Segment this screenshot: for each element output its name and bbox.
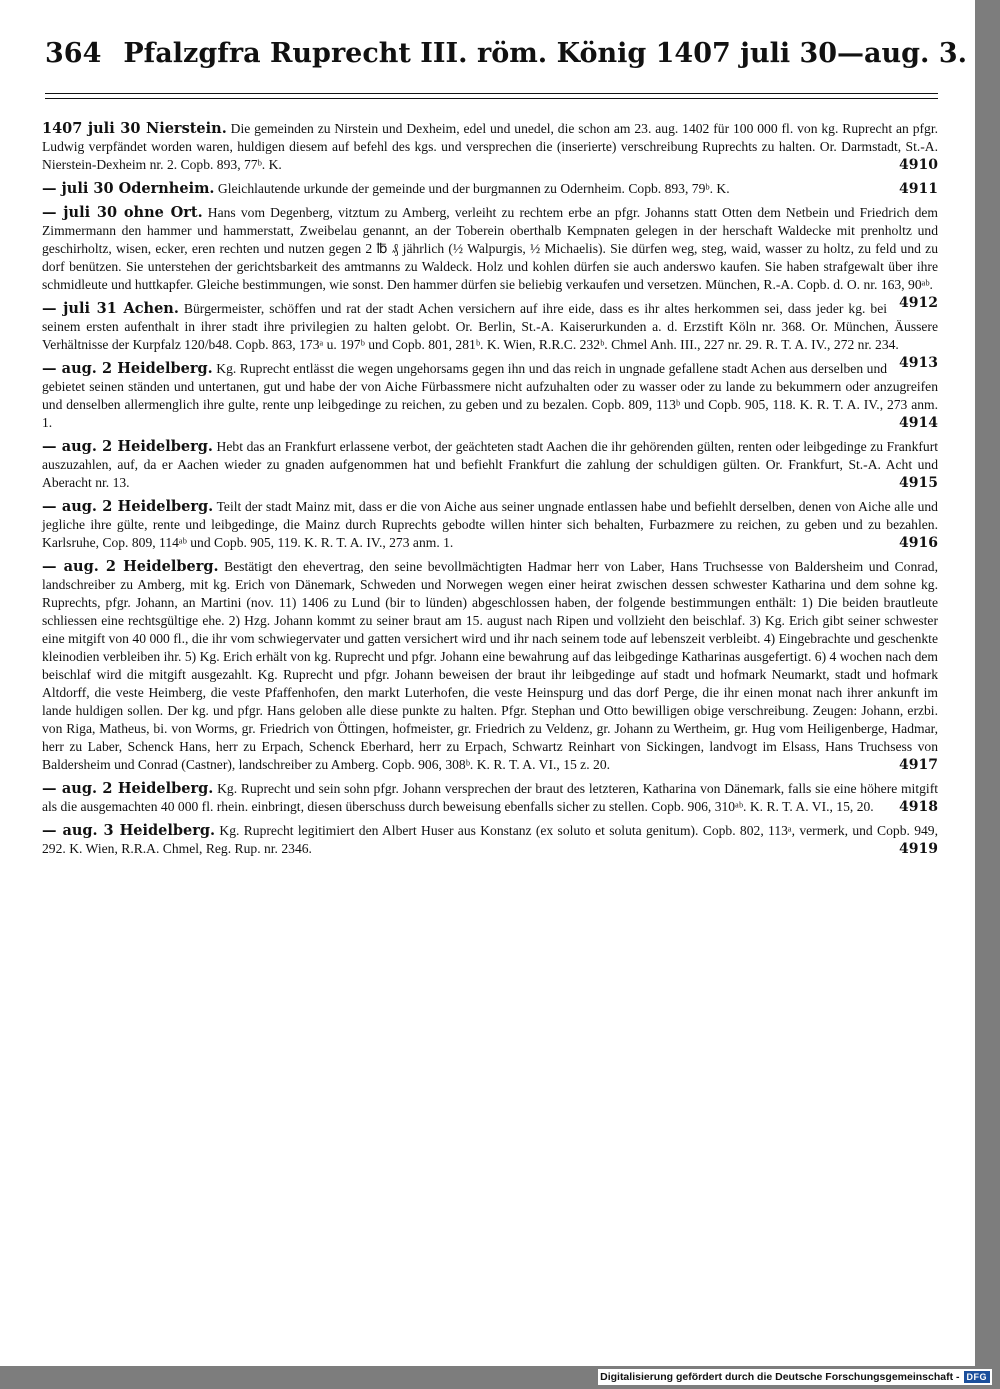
regest-entry-4916 (42, 498, 938, 552)
entry-heading: 1407 juli 30 Nierstein. (42, 120, 227, 137)
entry-heading: — aug. 2 Heidelberg. (42, 438, 213, 455)
entry-number: 4912 (899, 295, 938, 311)
entry-text: Kg. Ruprecht und sein sohn pfgr. Johann versprechen der braut des letzteren, Katharina von Dänemark, falls sie eine höhere mitgift als die ausgemachten 40 000 fl. rhein. einbringt, diesen überschuss durch beweisung ebenfalls sicher zu stellen. Copb. 906, 310ᵃᵇ. K. R. T. A. VI., 15, 20. (42, 781, 938, 814)
regest-entry-4917 (42, 558, 938, 774)
entry-heading: — aug. 2 Heidelberg. (42, 498, 214, 515)
entry-heading: — aug. 2 Heidelberg. (42, 360, 213, 377)
entry-number: 4918 (899, 799, 938, 815)
entry-text: Bürgermeister, schöffen und rat der stadt Achen versichern auf ihre eide, dass es ihr altes herkommen sei, dass jeder kg. bei seinem ersten aufenthalt in ihrer stadt ihre privilegien zu halten gelobt. Or. Berlin, St.-A. Kaiserurkunden a. d. Erzstift Köln nr. 368. Or. München, Äussere Verhältnisse der Kurpfalz 120/b48. Copb. 863, 173ᵃ u. 197ᵇ und Copb. 801, 281ᵇ. K. Wien, R.R.C. 232ᵇ. Chmel Anh. III., 227 nr. 29. R. T. A. IV., 272 nr. 234. (42, 301, 938, 352)
entry-number: 4916 (899, 535, 938, 551)
header-rule-top (45, 93, 938, 94)
regest-entry-4911 (42, 180, 938, 198)
dfg-logo: DFG (964, 1371, 991, 1383)
regest-entry-4914 (42, 360, 938, 432)
entry-number: 4913 (899, 355, 938, 371)
entry-number: 4911 (899, 181, 938, 197)
entry-text: Kg. Ruprecht legitimiert den Albert Huser aus Konstanz (ex soluto et soluta genitum). Copb. 802, 113ᵃ, vermerk, und Copb. 949, 292. K. Wien, R.R.A. Chmel, Reg. Rup. nr. 2346. (42, 823, 938, 856)
entry-heading: — juli 30 Odernheim. (42, 180, 215, 197)
entry-text: Hebt das an Frankfurt erlassene verbot, der geächteten stadt Aachen die ihr gehörenden gülten, renten oder leibgedinge zu Frankfurt auszuzahlen, auf, da er Aachen wieder zu gnaden aufgenommen hat und befiehlt Frankfurt die zahlung der schuldigen gülten. Or. Frankfurt, St.-A. Acht und Aberacht nr. 13. (42, 439, 938, 490)
regesta-entries (42, 120, 938, 864)
entry-number: 4914 (899, 415, 938, 431)
entry-heading: — aug. 3 Heidelberg. (42, 822, 216, 839)
funding-footer (598, 1369, 992, 1385)
regest-entry-4910 (42, 120, 938, 174)
entry-number: 4919 (899, 841, 938, 857)
page-header (45, 38, 968, 69)
entry-text: Gleichlautende urkunde der gemeinde und der burgmannen zu Odernheim. Copb. 893, 79ᵇ. K. (217, 181, 730, 196)
regest-entry-4918 (42, 780, 938, 816)
regest-entry-4919 (42, 822, 938, 858)
entry-number: 4917 (899, 757, 938, 773)
entry-text: Kg. Ruprecht entlässt die wegen ungehorsams gegen ihn und das reich in ungnade gefallene stadt Achen aus derselben und gebietet seinen ständen und untertanen, gut und habe der von Aiche Fürbassmere nicht aufzuhalten oder zu wasser oder zu lande zu bekummern oder anzugreifen und denselben allermenglich ihre gulte, rente unp leibgedinge zu reichen, zu geben und zu bezalen. Copb. 809, 113ᵇ und Copb. 905, 118. K. R. T. A. IV., 273 anm. 1. (42, 361, 938, 430)
entry-heading: — aug. 2 Heidelberg. (42, 780, 214, 797)
entry-heading: — juli 30 ohne Ort. (42, 204, 203, 221)
entry-heading: — aug. 2 Heidelberg. (42, 558, 219, 575)
entry-text: Teilt der stadt Mainz mit, dass er die von Aiche aus seiner ungnade entlassen habe und befiehlt derselben, denen von Aiche alle und jegliche ihre gülte, rente und leibgedinge, die Mainz durch Ruprechts gebodte willen hinter sich behalten, Furbazmere zu reichen, zu geben und zu bezahlen. Karlsruhe, Cop. 809, 114ᵃᵇ und Copb. 905, 119. K. R. T. A. IV., 273 anm. 1. (42, 499, 938, 550)
regest-entry-4915 (42, 438, 938, 492)
entry-heading: — juli 31 Achen. (42, 300, 179, 317)
entry-text: Die gemeinden zu Nirstein und Dexheim, edel und unedel, die schon am 23. aug. 1402 für 100 000 fl. von kg. Ruprecht an pfgr. Ludwig verpfändet worden waren, huldigen diesem auf befehl des kgs. und versprechen die (inserierte) verschreibung Ruprechts zu halten. Or. Darmstadt, St.-A. Nierstein-Dexheim nr. 2. Copb. 893, 77ᵇ. K. (42, 121, 938, 172)
funding-note: Digitalisierung gefördert durch die Deutsche Forschungsgemeinschaft - (600, 1371, 960, 1383)
page-number: 364 (45, 38, 102, 69)
entry-text: Bestätigt den ehevertrag, den seine bevollmächtigten Hadmar herr von Laber, Hans Truchsesse von Baldersheim und Conrad, landschreiber zu Amberg, mit kg. Erich von Dänemark, Schweden und Norwegen wegen einer heirat zwischen dessen schwester Katharina und dem sohne kg. Ruprechts, pfgr. Johann, an Martini (nov. 11) 1406 zu Lund (bir to lünden) abgeschlossen haben, der folgende bestimmungen enthält: 1) Die beiden brautleute schliessen eine rechtsgültige ehe. 2) Hzg. Johann kommt zu seiner braut am 15. august nach Ripen und vollzieht den beischlaf. 3) Kg. Erich gibt seiner schwester eine mitgift von 40 000 fl., die ihr vom schwiegervater und gatten versichert wird und ihr nach seinem tode auf lebenszeit verbleibt. 4) Eingebrachte und geschenkte kleinodien verbleiben ihr. 5) Kg. Erich erhält von kg. Ruprecht und pfgr. Johann eine bewahrung auf das leibgedinge Katharinas ausgefertigt. 6) 4 wochen nach dem beischlaf wird die mitgift ausgezahlt. Kg. Ruprecht und pfgr. Johann beweisen der braut ihr leibgedinge auf stadt und hofmark Neumarkt, stadt und hofmark Altdorff, die veste Heimberg, die veste Pfaffenhofen, den markt Luterhofen, die veste Heinspurg und das dorf Perge, die ihr einen monat nach ihrer ankunft im lande huldigen sollen. Der kg. und pfgr. Hans geloben alle diese punkte zu halten. Pfgr. Stephan und Otto bewilligen obige verschreibung. Zeugen: Johann, erzbi. von Riga, Matheus, bi. von Worms, gr. Friedrich von Öttingen, hofmeister, gr. Friedrich zu Veldenz, gr. Johann zu Wertheim, gr. Hug vom Heiligenberge, Hadmar, herr zu Laber, Schenck Hans, herr zu Erpach, Schenck Eberhard, herr zu Erpach, Schwartz Reinhart von Sickingen, landvogt im Elsass, Hans Truchsess von Baldersheim und Conrad (Castner), landschreiber zu Amberg. Copb. 906, 308ᵇ. K. R. T. A. VI., 15 z. 20. (42, 559, 938, 772)
entry-number: 4910 (899, 157, 938, 173)
entry-number: 4915 (899, 475, 938, 491)
header-rule-bottom (45, 98, 938, 99)
page-title: Pfalzgfra Ruprecht III. röm. König 1407 juli 30—aug. 3. (123, 38, 968, 69)
entry-text: Hans vom Degenberg, vitztum zu Amberg, verleiht zu rechtem erbe an pfgr. Johanns statt Otten dem Netbein und Friedrich dem Zimmermann den hammer und hammerstatt, Zweibelau genannt, an der Toberein oberthalb Kempnaten gelegen in der herschaft Waldecke mit prenholtz und geschirholtz, wisen, ecker, eren rechten und nutzen gegen 2 ℔ ₰ jährlich (½ Walpurgis, ½ Michaelis). Sie dürfen weg, steg, waid, wasser zu holtz, zu feld und zu dorf benützen. Sie unterstehen der gerichtsbarkeit des amtmanns zu Waldeck. Holz und kohlen dürfen sie auch anderswo kaufen. Sie haben strafgewalt über ihre schmidleute und huttkapfer. Gleiche bestimmungen, wie sonst. Den hammer dürfen sie beliebig verkaufen und versetzen. München, R.-A. Copb. d. O. nr. 163, 90ᵃᵇ. (42, 205, 938, 292)
